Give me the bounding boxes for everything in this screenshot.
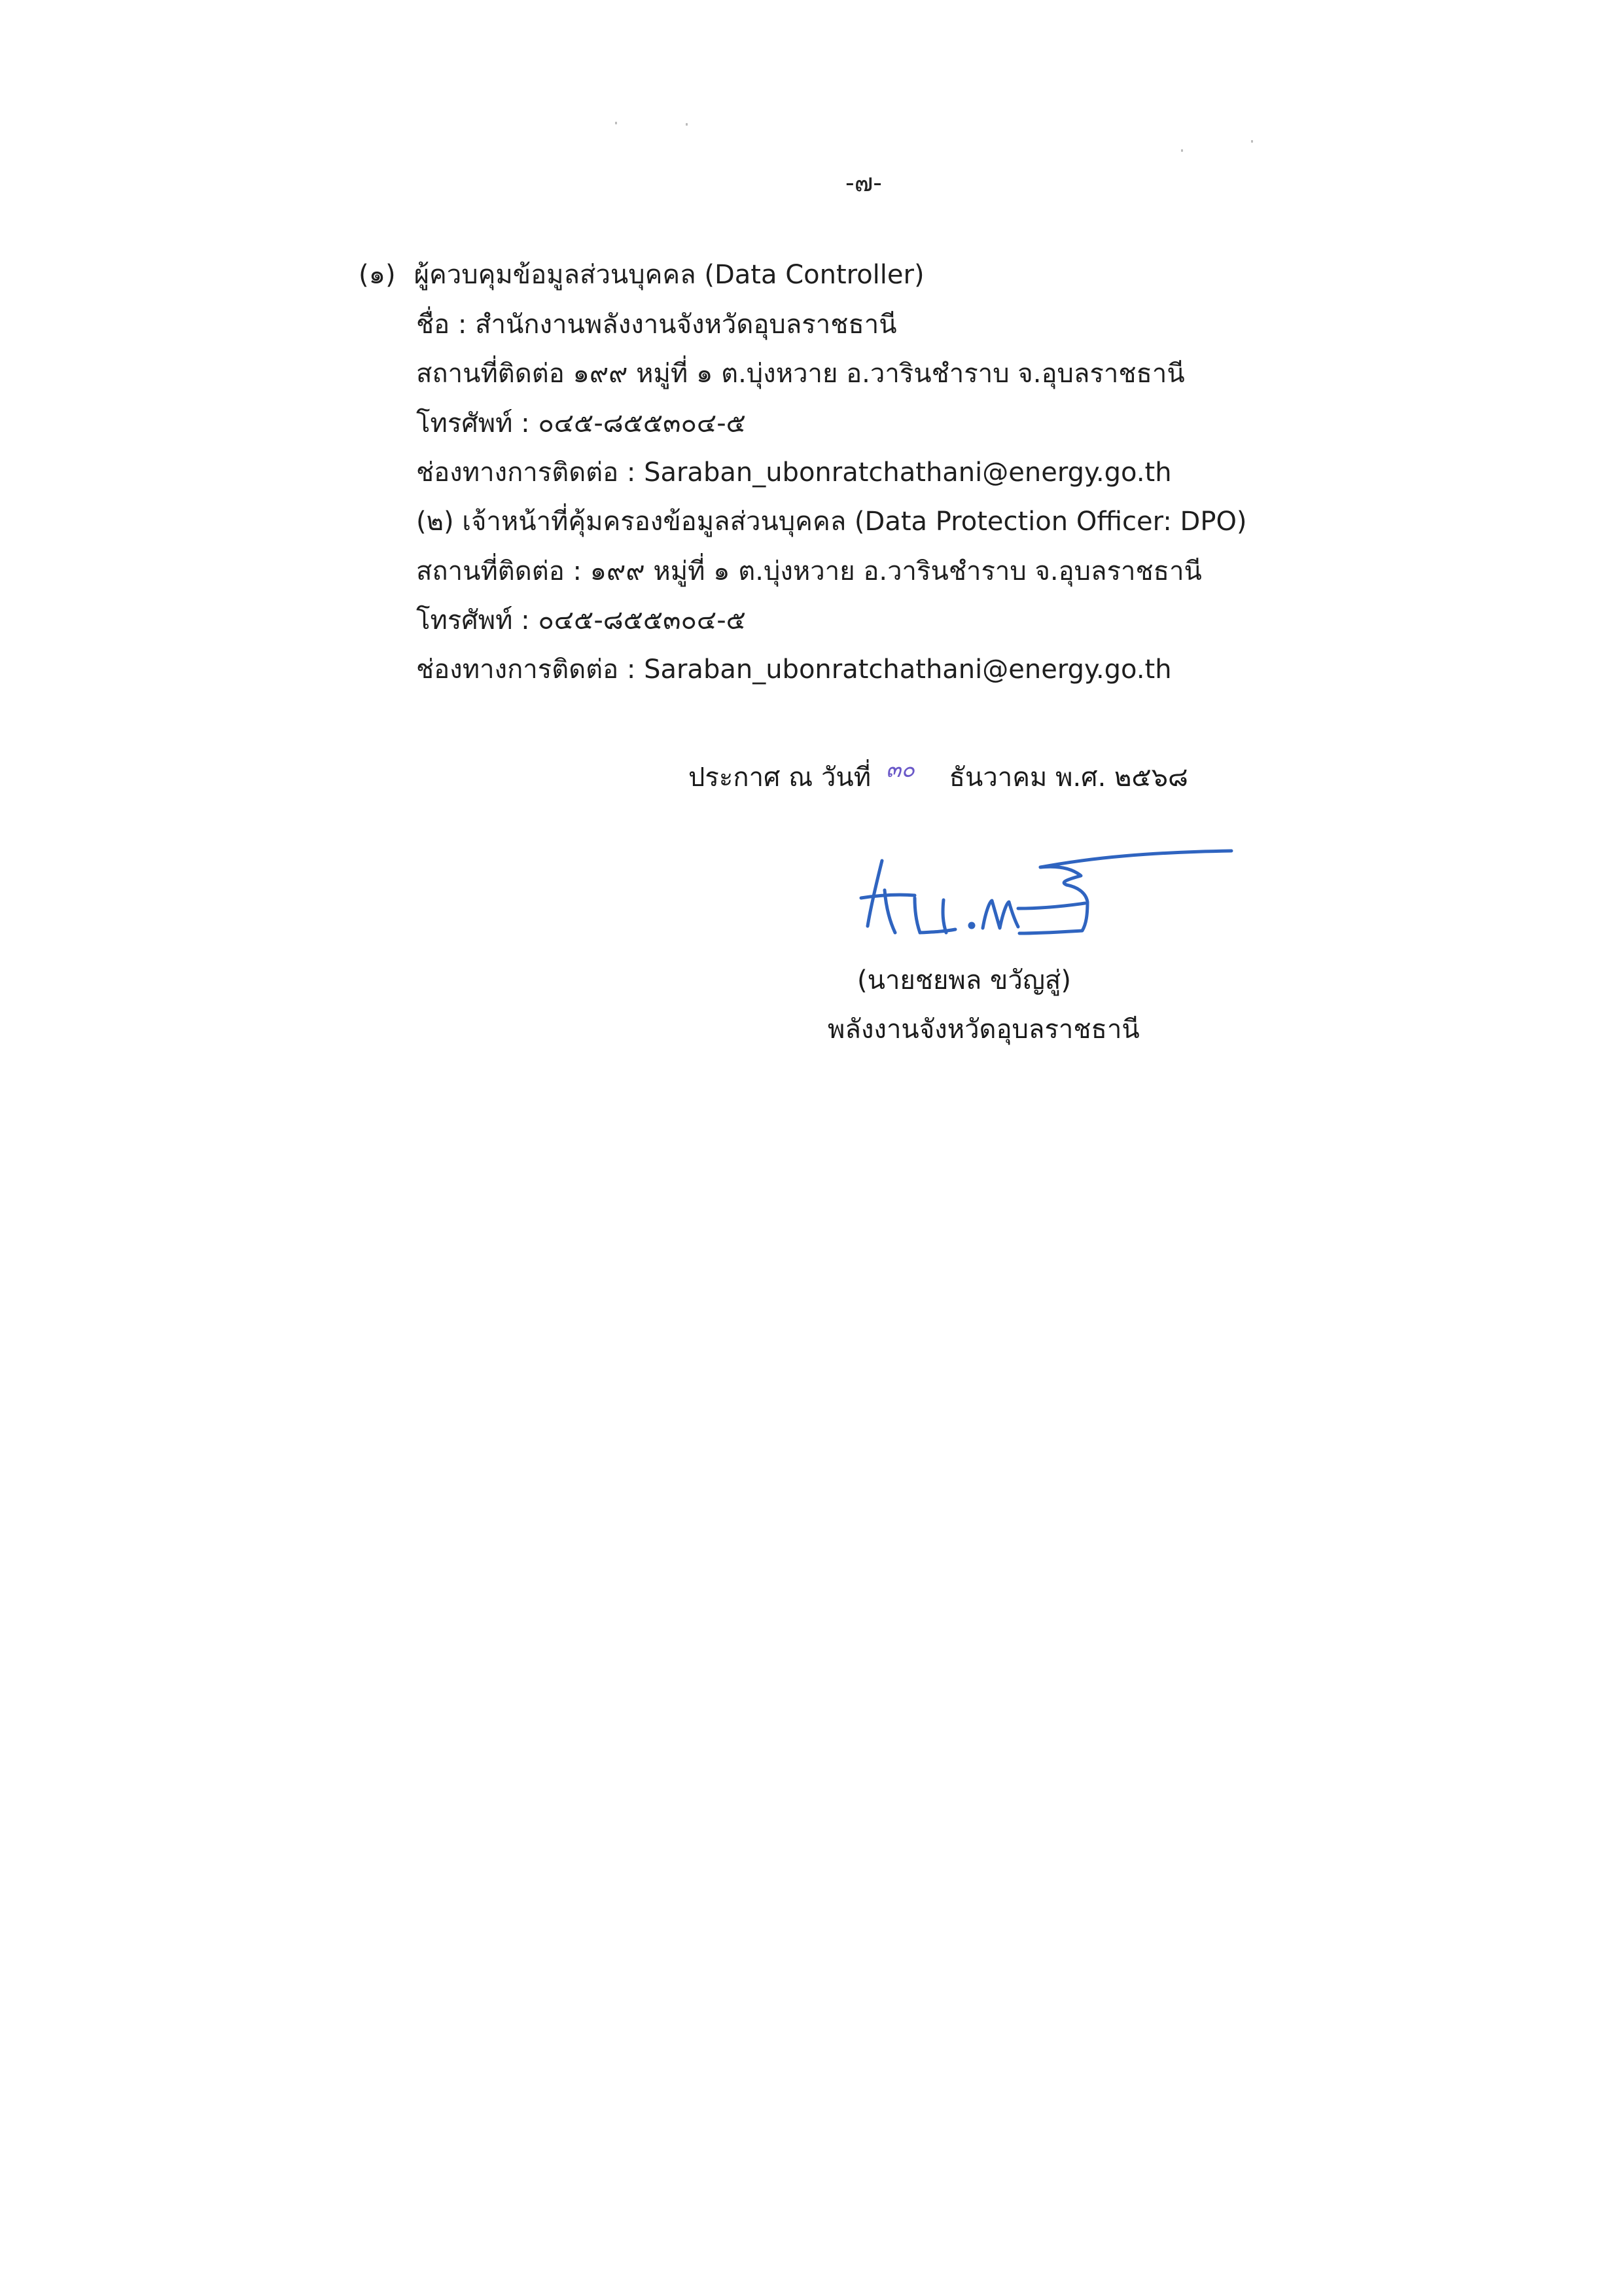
scan-speck xyxy=(615,122,617,124)
dpo-address: สถานที่ติดต่อ : ๑๙๙ หมู่ที่ ๑ ต.บุ่งหวาย อ.วารินชำราบ จ.อุบลราชธานี xyxy=(416,556,1202,586)
signatory-title: พลังงานจังหวัดอุบลราชธานี xyxy=(828,1014,1140,1045)
handwritten-day: ๓๐ xyxy=(885,757,915,783)
item-number-1: (๑) xyxy=(359,260,396,290)
controller-address: สถานที่ติดต่อ ๑๙๙ หมู่ที่ ๑ ต.บุ่งหวาย อ.วารินชำราบ จ.อุบลราชธานี xyxy=(416,359,1185,389)
dpo-phone: โทรศัพท์ : ๐๔๕-๘๕๕๓๐๔-๕ xyxy=(416,605,746,636)
announcement-prefix: ประกาศ ณ วันที่ xyxy=(688,762,872,793)
scan-speck xyxy=(1251,140,1253,143)
controller-heading-text: ผู้ควบคุมข้อมูลส่วนบุคคล (Data Controller) xyxy=(414,260,925,290)
dpo-heading: (๒) เจ้าหน้าที่คุ้มครองข้อมูลส่วนบุคคล (Data Protection Officer: DPO) xyxy=(416,507,1247,537)
page-number: -๗- xyxy=(845,168,882,197)
handwritten-signature xyxy=(844,838,1237,949)
signatory-name: (นายชยพล ขวัญสู่) xyxy=(857,965,1071,996)
scan-speck xyxy=(1181,149,1183,152)
dpo-contact-channel: ช่องทางการติดต่อ : Saraban_ubonratchathani@energy.go.th xyxy=(416,655,1172,685)
announcement-date xyxy=(688,756,1188,798)
controller-contact-channel: ช่องทางการติดต่อ : Saraban_ubonratchathani@energy.go.th xyxy=(416,457,1172,488)
announcement-suffix: ธันวาคม พ.ศ. ๒๕๖๘ xyxy=(949,762,1188,793)
controller-heading xyxy=(359,262,925,288)
controller-phone: โทรศัพท์ : ๐๔๕-๘๕๕๓๐๔-๕ xyxy=(416,408,746,439)
scan-speck xyxy=(686,123,688,126)
controller-name: ชื่อ : สำนักงานพลังงานจังหวัดอุบลราชธานี xyxy=(416,310,897,340)
